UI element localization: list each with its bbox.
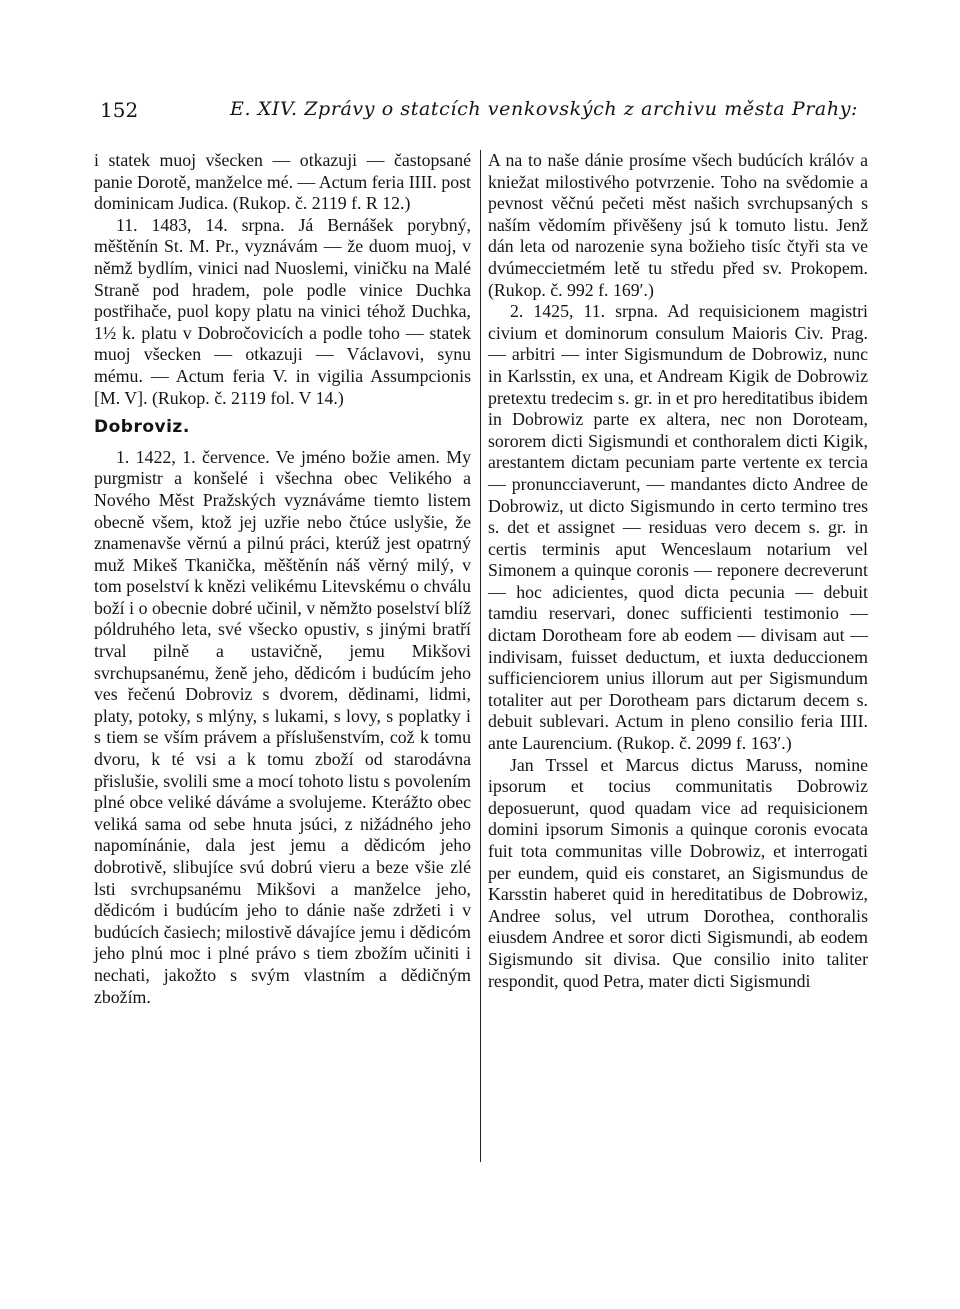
left-column xyxy=(94,150,471,1008)
paragraph: 2. 1425, 11. srpna. Ad requisicionem magistri civium et dominorum consulum Maioris Civ. Prag. — arbitri — inter Sigismundum de Dobrowiz, nunc in Karlsstin, ex una, et Andream Kigik de Dobrowiz pretextu tredecim s. gr. in et pro hereditatibus ibidem in Dobrowiz parte ex altera, nec non Doroteam, sororem dicti Sigismundi et conthoralem dicti Kigik, arestantem dictam pecuniam parte vertente ex tercia — pronuncciaverunt, — mandantes dicto Andree de Dobrowiz, ut dicto Sigismundo in certo termino tres s. det et assignet — residuas vero decem s. gr. in certis terminis aput Wenceslaum notarium vel Simonem a quinque coronis — reponere decreverunt — hoc adicientes, quod dicta pecunia — debuit tamdiu reservari, donec sufficienti testimonio — dictam Dorotheam fore ab eodem — divisam aut — indivisam, fuisset deductum, et iuxta deduccionem sufficienciorem unius illorum aut per Sigismundum totaliter aut per Dorotheam pars dictarum decem s. debuit sublevari. Actum in pleno consilio feria IIII. ante Laurencium. (Rukop. č. 2099 f. 163′.) xyxy=(488,301,868,754)
section-heading: Dobroviz. xyxy=(94,417,190,438)
page-number: 152 xyxy=(100,98,139,122)
paragraph: i statek muoj všecken — otkazuji — častopsané panie Dorotě, manželce mé. — Actum feria IIII. post dominicam Judica. (Rukop. č. 2119 f. R 12.) xyxy=(94,150,471,214)
column-divider xyxy=(480,150,481,1162)
running-title: E. XIV. Zprávy o statcích venkovských z archivu města Prahy: xyxy=(230,98,859,120)
paragraph: Jan Trssel et Marcus dictus Maruss, nomine ipsorum et tocius communitatis Dobrowiz deposuerunt, quod quadam vice ad requisicionem domini ipsorum Simonis a quinque coronis evocata fuit tota communitas ville Dobrowiz, et interrogati per eundem, quid eis constaret, an Sigismundus de Karsstin haberet quid in hereditatibus de Dobrowiz, Andree solus, vel utrum Dorothea, conthoralis eiusdem Andree et soror dicti Sigismundi, ab eodem Sigismundo sit divisa. Que consilio inito taliter respondit, quod Petra, mater dicti Sigismundi xyxy=(488,754,868,991)
right-column xyxy=(488,150,868,992)
page-header xyxy=(100,98,870,128)
paragraph: 1. 1422, 1. července. Ve jméno božie amen. My purgmistr a konšelé i všechna obec Velikého a Nového Měst Pražských vyznáváme tiemto listem obecně všem, ktož jej uzřie nebo čtúce uslyšie, že znamenavše věrnú a pilnú práci, kterúž jest opatrný muž Mikeš Tkanička, měštěnín náš věrný milý, v tom poselství k knězi velikému Litevskému o chválu boží i o obecnie dobré učinil, v němžto poselství blíž póldruhého leta, své všecko opustiv, s jinými bratří trval pilně a ustavičně, jemu Mikšovi svrchupsanému, ženě jeho, dědicóm i budúcím jeho ves řečenú Dobroviz s dvorem, dědinami, lidmi, platy, potoky, s mlýny, s lukami, s lovy, s poplatky i s tiem se vším právem a příslušenstvím, což k tomu dvoru, k té vsi a k tomu zboží od starodávna přislušie, svolili sme a mocí tohoto listu s povolením plné obce veliké dáváme a svolujeme. Kterážto obec veliká sama od sebe hnuta jsúci, z nižádného jeho napomínánie, dala jest jemu a dědicóm jeho dobrotivě, slibujíce svú dobrú vieru a beze všie zlé lsti svrchupsanému Mikšovi a manželce jeho, dědicóm i budúcím jeho to dánie naše zdržeti i v budúcích časiech; milostivě dávajíce jemu i dědicóm jeho plnú moc i plné právo s tiem zbožím učiniti i nechati, jakožto s svým vlastním a dědičným zbožím. xyxy=(94,446,471,1007)
paragraph: A na to naše dánie prosíme všech budúcích králóv a kniežat milostivého potvrzenie. Toho na svědomie a pevnost věčnú pečeti měst našich svrchupsaných s naším vědomím přivěšeny jsú k tomuto listu. Jenž dán leta od narozenie syna božieho tisíc čtyři sta ve dvúmeccietmém letě tu středu před sv. Prokopem. (Rukop. č. 992 f. 169′.) xyxy=(488,150,868,300)
paragraph: 11. 1483, 14. srpna. Já Bernášek porybný, měštěnín St. M. Pr., vyznávám — že duom muoj, v němž bydlím, vinici nad Nuoslemi, viničku na Malé Straně pod hradem, pole podle vinice Duchka postřihače, puol kopy platu na vinici téhož Duchka, 1½ k. platu v Dobročovicích a podle toho — statek muoj všecken — otkazuji — Václavovi, synu mému. — Actum feria V. in vigilia Assumpcionis [M. V]. (Rukop. č. 2119 fol. V 14.) xyxy=(94,214,471,408)
